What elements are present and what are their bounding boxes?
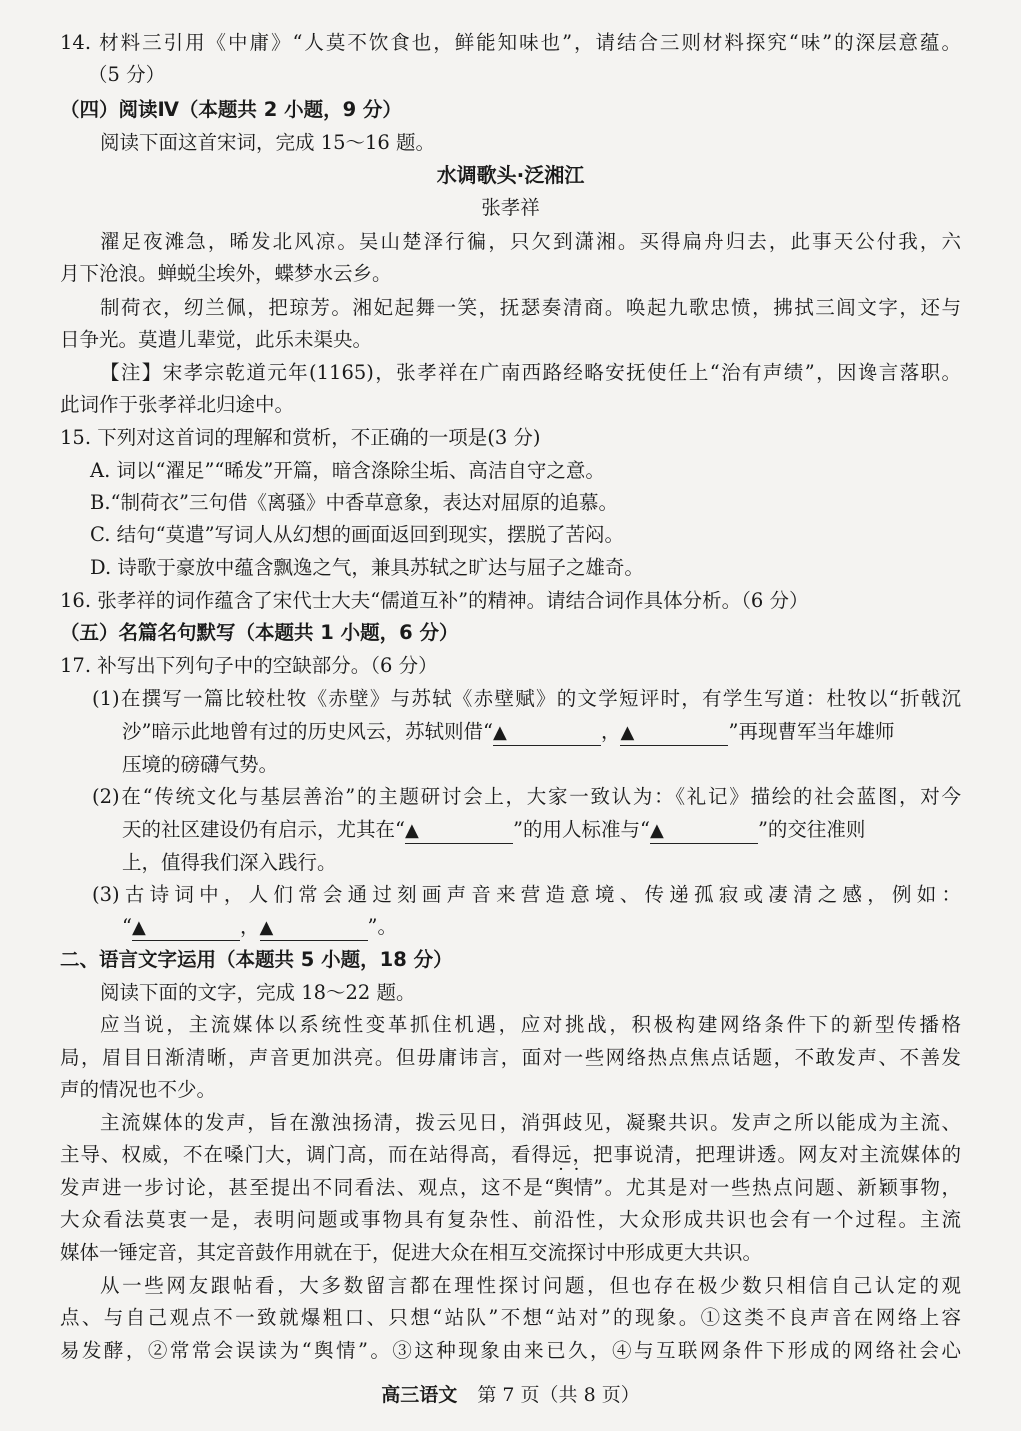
answer-blank-3[interactable] bbox=[405, 818, 513, 844]
passage-p2-line-3-b: ”。尤其是对一些热点问题、新颖事物， bbox=[593, 1176, 961, 1199]
poem-stanza-1-line-2: 月下沧浪。蝉蜕尘埃外，蝶梦水云乡。 bbox=[60, 262, 392, 285]
section-4-intro: 阅读下面这首宋词，完成 15～16 题。 bbox=[100, 131, 436, 154]
poem-stanza-2-line-1: 制荷衣，纫兰佩，把琼芳。湘妃起舞一笑，抚瑟奏清商。唤起九歌忠愤，拂拭三闾文字，还与 bbox=[100, 296, 961, 319]
q17-item-3-line-1: (3)古诗词中，人们常会通过刻画声音来营造意境、传递孤寂或凄清之感，例如： bbox=[92, 883, 961, 906]
q17-item-2-text-a: 天的社区建设仍有启示，尤其在“ bbox=[122, 818, 405, 841]
q17-item-1-line-2 bbox=[122, 717, 961, 747]
blank-triangle-icon: ▲ bbox=[620, 722, 635, 743]
part-2-header: 二、语言文字运用（本题共 5 小题，18 分） bbox=[60, 948, 453, 971]
blank-triangle-icon: ▲ bbox=[492, 722, 507, 743]
passage-p3-line-1: 从一些网友跟帖看，大多数留言都在理性探讨问题，但也存在极少数只相信自己认定的观 bbox=[100, 1274, 961, 1297]
passage-p2-line-3-a: 发声进一步讨论，甚至提出不同看法、观点，这不是“ bbox=[60, 1176, 555, 1199]
passage-p1-line-3: 声的情况也不少。 bbox=[60, 1078, 217, 1101]
q17-item-2-text-b: ”的用人标准与“ bbox=[512, 818, 650, 841]
q17-item-2-line-1: (2)在“传统文化与基层善治”的主题研讨会上，大家一致认为：《礼记》描绘的社会蓝图，对今 bbox=[92, 785, 961, 808]
poem-note-line-2: 此词作于张孝祥北归途中。 bbox=[60, 393, 295, 416]
q17-stem: 17. 补写出下列句子中的空缺部分。（6 分） bbox=[60, 654, 438, 677]
answer-blank-1[interactable] bbox=[493, 720, 601, 746]
footer-page-number: 第 7 页（共 8 页） bbox=[477, 1384, 640, 1406]
part-2-intro: 阅读下面的文字，完成 18～22 题。 bbox=[100, 981, 416, 1004]
answer-blank-2[interactable] bbox=[620, 720, 728, 746]
q15-option-b: B.“制荷衣”三句借《离骚》中香草意象，表达对屈原的追慕。 bbox=[90, 491, 618, 514]
blank-triangle-icon: ▲ bbox=[259, 917, 274, 938]
q17-item-3-quote-open: “ bbox=[122, 915, 132, 938]
passage-p2-line-4: 大众看法莫衷一是，表明问题或事物具有复杂性、前沿性，大众形成共识也会有一个过程。主流 bbox=[60, 1208, 961, 1231]
passage-p2-line-5: 媒体一锤定音，其定音鼓作用就在于，促进大众在相互交流探讨中形成更大共识。 bbox=[60, 1241, 763, 1264]
passage-p1-line-2: 局，眉目日渐清晰，声音更加洪亮。但毋庸讳言，面对一些网络热点焦点话题，不敢发声、不善发 bbox=[60, 1046, 961, 1069]
q17-item-2-text-c: ”的交往准则 bbox=[757, 818, 866, 841]
blank-triangle-icon: ▲ bbox=[131, 917, 146, 938]
answer-blank-4[interactable] bbox=[650, 818, 758, 844]
q15-option-d: D. 诗歌于豪放中蕴含飘逸之气，兼具苏轼之旷达与屈子之雄奇。 bbox=[90, 556, 644, 579]
q15-stem: 15. 下列对这首词的理解和赏析，不正确的一项是(3 分) bbox=[60, 426, 541, 449]
poem-stanza-2-line-2: 日争光。莫遣儿辈觉，此乐未渠央。 bbox=[60, 328, 373, 351]
blank-triangle-icon: ▲ bbox=[404, 820, 419, 841]
section-4-header: （四）阅读Ⅳ（本题共 2 小题，9 分） bbox=[60, 98, 402, 121]
emphasized-word: · · 舆情 bbox=[554, 1173, 593, 1203]
passage-p3-line-3: 易发酵，②常常会误读为“舆情”。③这种现象由来已久，④与互联网条件下形成的网络社会心 bbox=[60, 1339, 961, 1362]
q14-line-1: 14. 材料三引用《中庸》“人莫不饮食也，鲜能知味也”，请结合三则材料探究“味”的深层意蕴。 bbox=[60, 31, 961, 54]
passage-p3-line-2: 点、与自己观点不一致就爆粗口、只想“站队”不想“站对”的现象。①这类不良声音在网络上容 bbox=[60, 1306, 961, 1329]
poem-stanza-1-line-1: 濯足夜滩急，晞发北风凉。吴山楚泽行徧，只欠到潇湘。买得扁舟归去，此事天公付我，六 bbox=[100, 230, 961, 253]
q15-option-c: C. 结句“莫遣”写词人从幻想的画面返回到现实，摆脱了苦闷。 bbox=[90, 523, 625, 546]
q17-item-2-line-3: 上，值得我们深入践行。 bbox=[122, 851, 337, 874]
q17-item-2-line-2 bbox=[122, 815, 961, 845]
answer-blank-6[interactable] bbox=[260, 915, 368, 941]
q17-item-3-quote-close: ”。 bbox=[367, 915, 397, 938]
q17-item-1-text-a: 沙”暗示此地曾有过的历史风云，苏轼则借“ bbox=[122, 720, 493, 743]
passage-p2-line-1: 主流媒体的发声，旨在激浊扬清，拨云见日，消弭歧见，凝聚共识。发声之所以能成为主流、 bbox=[100, 1111, 961, 1134]
q14-line-2: （5 分） bbox=[88, 63, 166, 86]
q17-item-1-line-3: 压境的磅礴气势。 bbox=[122, 753, 279, 776]
q17-item-1-text-b: ”再现曹军当年雄师 bbox=[728, 720, 895, 743]
poem-author: 张孝祥 bbox=[481, 198, 540, 219]
blank-triangle-icon: ▲ bbox=[649, 820, 664, 841]
page-footer bbox=[0, 1380, 1021, 1407]
q17-item-3-sep: ， bbox=[239, 915, 260, 938]
q17-item-1-sep: ， bbox=[600, 720, 621, 743]
passage-p1-line-1: 应当说，主流媒体以系统性变革抓住机遇，应对挑战，积极构建网络条件下的新型传播格 bbox=[100, 1013, 961, 1036]
q16-stem: 16. 张孝祥的词作蕴含了宋代士大夫“儒道互补”的精神。请结合词作具体分析。（6 分） bbox=[60, 589, 809, 612]
poem-note-line-1: 【注】宋孝宗乾道元年(1165)，张孝祥在广南西路经略安抚使任上“治有声绩”，因谗言落职。 bbox=[100, 361, 961, 384]
passage-p2-line-3 bbox=[60, 1173, 961, 1203]
passage-p2-line-2: 主导、权威，不在嗓门大，调门高，而在站得高，看得远，把事说清，把理讲透。网友对主流媒体的 bbox=[60, 1143, 961, 1166]
section-5-header: （五）名篇名句默写（本题共 1 小题，6 分） bbox=[60, 621, 459, 644]
footer-subject: 高三语文 bbox=[381, 1384, 458, 1406]
poem-title: 水调歌头·泛湘江 bbox=[436, 163, 585, 187]
answer-blank-5[interactable] bbox=[132, 915, 240, 941]
q15-option-a: A. 词以“濯足”“晞发”开篇，暗含涤除尘垢、高洁自守之意。 bbox=[90, 459, 605, 482]
q17-item-3-line-2 bbox=[122, 912, 961, 942]
q17-item-1-line-1: (1)在撰写一篇比较杜牧《赤壁》与苏轼《赤壁赋》的文学短评时，有学生写道：杜牧以“折戟沉 bbox=[92, 687, 961, 710]
